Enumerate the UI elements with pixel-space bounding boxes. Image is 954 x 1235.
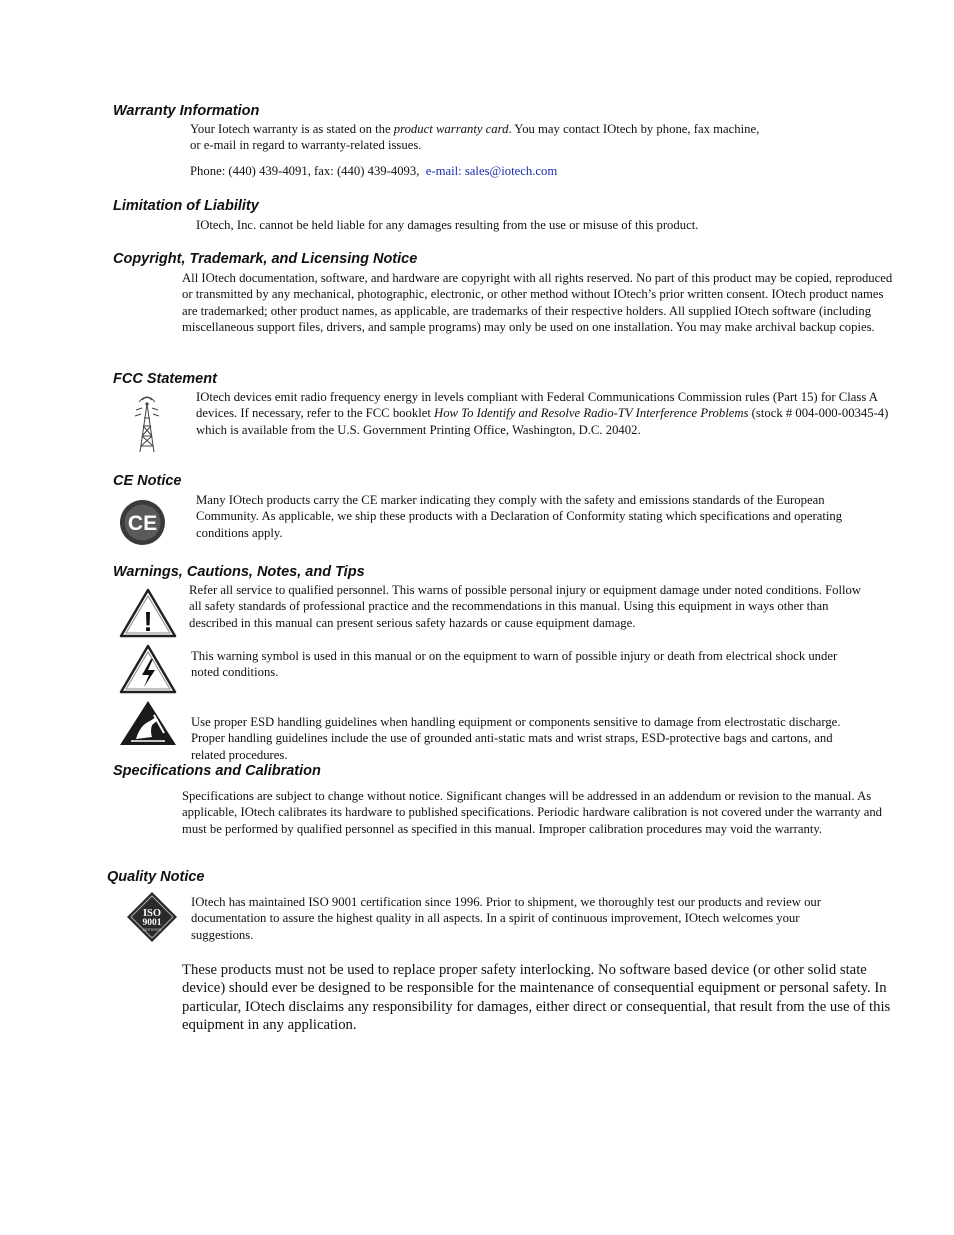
copyright-text: All IOtech documentation, software, and hardware are copyright with all rights reserved. No part of this product may be copied, reproduced or transmitted by any mechanical, photographic, electronic, or other method without IOtech’s prior written consent. IOtech product names are trademarked; other product names, as applicable, are trademarks of their respective holders. All supplied IOtech software (including miscellaneous support files, drivers, and sample programs) may only be used on one installation. You may make archival backup copies.: [182, 271, 893, 335]
specs-text: Specifications are subject to change without notice. Significant changes will be addressed in an addendum or revision to the manual. As applicable, IOtech calibrates its hardware to published specifications. Periodic hardware calibration is not covered under the warranty and must be performed by qualified personnel as specified in this manual. Improper calibration procedures may void the warranty.: [182, 789, 883, 836]
iso-9001-icon: [126, 891, 178, 943]
email-link[interactable]: e-mail: sales@iotech.com: [425, 164, 558, 178]
warranty-contact: [190, 163, 557, 179]
fcc-heading: FCC Statement: [113, 371, 217, 387]
ce-mark-text: CE: [127, 512, 158, 535]
liability-text: IOtech, Inc. cannot be held liable for any damages resulting from the use or misuse of this product.: [196, 218, 699, 232]
warnings-general-text: Refer all service to qualified personnel. This warns of possible personal injury or equipment damage under noted conditions. Follow all safety standards of professional practice and the recommendations in this manual. Using this equipment in ways other than described in this manual can present serious safety hazards or cause equipment damage.: [189, 583, 862, 630]
warranty-text: Your Iotech warranty is as stated on the product warranty card. You may contact IOtech by phone, fax machine, or e-mail in regard to warranty-related issues.: [190, 122, 760, 153]
copyright-heading: Copyright, Trademark, and Licensing Notice: [113, 251, 418, 267]
exclamation-mark: !: [143, 606, 153, 637]
quality-heading: Quality Notice: [107, 869, 205, 885]
warnings-shock-text: This warning symbol is used in this manual or on the equipment to warn of possible injury or death from electrical shock under noted conditions.: [191, 649, 838, 680]
ce-heading: CE Notice: [113, 473, 182, 489]
radio-tower-icon: [134, 396, 160, 454]
warnings-heading: Warnings, Cautions, Notes, and Tips: [113, 564, 365, 580]
warning-triangle-icon: [118, 587, 178, 639]
specs-heading: Specifications and Calibration: [113, 763, 321, 779]
iso-badge-line1: ISO: [142, 908, 162, 919]
ce-mark-icon: [119, 499, 166, 546]
warranty-heading: Warranty Information: [113, 103, 260, 119]
fcc-text: IOtech devices emit radio frequency energy in levels compliant with Federal Communications Commission rules (Part 15) for Class A devices. If necessary, refer to the FCC booklet How To Identify and Resolve Radio-TV Interference Problems (stock # 004-000-00345-4) which is available from the U.S. Government Printing Office, Washington, D.C. 20402.: [196, 390, 889, 437]
iso-badge-line2: 9001: [142, 918, 162, 928]
quality-text: IOtech has maintained ISO 9001 certification since 1996. Prior to shipment, we thoroughly test our products and review our documentation to assure the highest quality in all aspects. In a spirit of continuous improvement, IOtech welcomes your suggestions.: [191, 895, 822, 942]
ce-text: Many IOtech products carry the CE marker indicating they comply with the safety and emissions standards of the European Community. As applicable, we ship these products with a Declaration of Conformity stating which specifications and operating conditions apply.: [196, 493, 843, 540]
esd-icon: [118, 699, 178, 747]
liability-heading: Limitation of Liability: [113, 198, 259, 214]
warnings-esd-text: Use proper ESD handling guidelines when handling equipment or components sensitive to damage from electrostatic discharge. Proper handling guidelines include the use of grounded anti-static mats and wrist straps, ESD-protective bags and cartons, and related procedures.: [191, 715, 841, 762]
iso-badge-line3: CERTIFIED: [142, 928, 162, 932]
electric-shock-icon: [118, 643, 178, 695]
phone-fax: Phone: (440) 439-4091, fax: (440) 439-4093,: [190, 164, 420, 178]
safety-paragraph: These products must not be used to replace proper safety interlocking. No software based device (or other solid state device) should ever be designed to be responsible for the maintenance of consequential equipment or personal safety. In particular, IOtech disclaims any responsibility for damages, either direct or consequential, that result from the use of this equipment in any application.: [182, 962, 891, 1034]
